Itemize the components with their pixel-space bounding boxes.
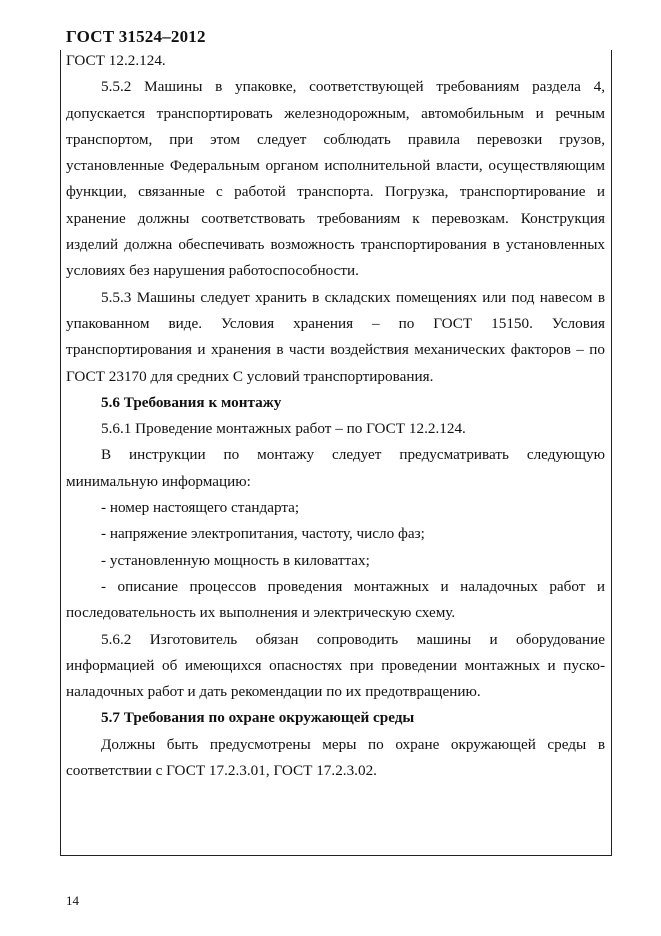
paragraph-instructions: В инструкции по монтажу следует предусматривать следующую минимальную информацию: (66, 446, 605, 490)
section-heading-5-7: 5.7 Требования по охране окружающей среды (101, 709, 415, 727)
paragraph-environment: Должны быть предусмотрены меры по охране окружающей среды в соответствии с ГОСТ 17.2.3.01, ГОСТ 17.2.3.02. (66, 735, 605, 780)
page-number: 14 (66, 893, 79, 908)
section-heading-5-6: 5.6 Требования к монтажу (101, 393, 282, 411)
list-item: - описание процессов проведения монтажных и наладочных работ и последовательность их выполнения и электрическую схему. (66, 577, 605, 622)
list-item: - установленную мощность в киловаттах; (101, 551, 370, 569)
paragraph-5-5-3: 5.5.3 Машины следует хранить в складских помещениях или под навесом в упакованном виде. Условия хранения – по ГОСТ 15150. Условия транспортирования и хранения в части воздействия механических факторов – по ГОСТ 23170 для средних С условий транспортирования. (66, 288, 605, 385)
paragraph-5-6-2: 5.6.2 Изготовитель обязан сопроводить машины и оборудование информацией об имеющихся опасностях при проведении монтажных и пуско-наладочных работ и дать рекомендации по их предотвращению. (66, 630, 605, 701)
document-body (66, 48, 605, 784)
paragraph-5-5-2: 5.5.2 Машины в упаковке, соответствующей требованиям раздела 4, допускается транспортировать железнодорожным, автомобильным и речным транспортом, при этом следует соблюдать правила перевозки грузов, установленные Федеральным органом исполнительной власти, осуществляющим функции, связанные с работой транспорта. Погрузка, транспортирование и хранение должны соответствовать требованиям к перевозкам. Конструкция изделий должна обеспечивать возможность транспортирования в установленных условиях без нарушения работоспособности. (66, 78, 605, 280)
paragraph-5-6-1: 5.6.1 Проведение монтажных работ – по ГОСТ 12.2.124. (101, 420, 466, 438)
paragraph-continuation: ГОСТ 12.2.124. (66, 52, 166, 69)
document-header: ГОСТ 31524–2012 (66, 27, 206, 46)
list-item: - номер настоящего стандарта; (101, 499, 300, 517)
list-item: - напряжение электропитания, частоту, число фаз; (101, 525, 425, 543)
